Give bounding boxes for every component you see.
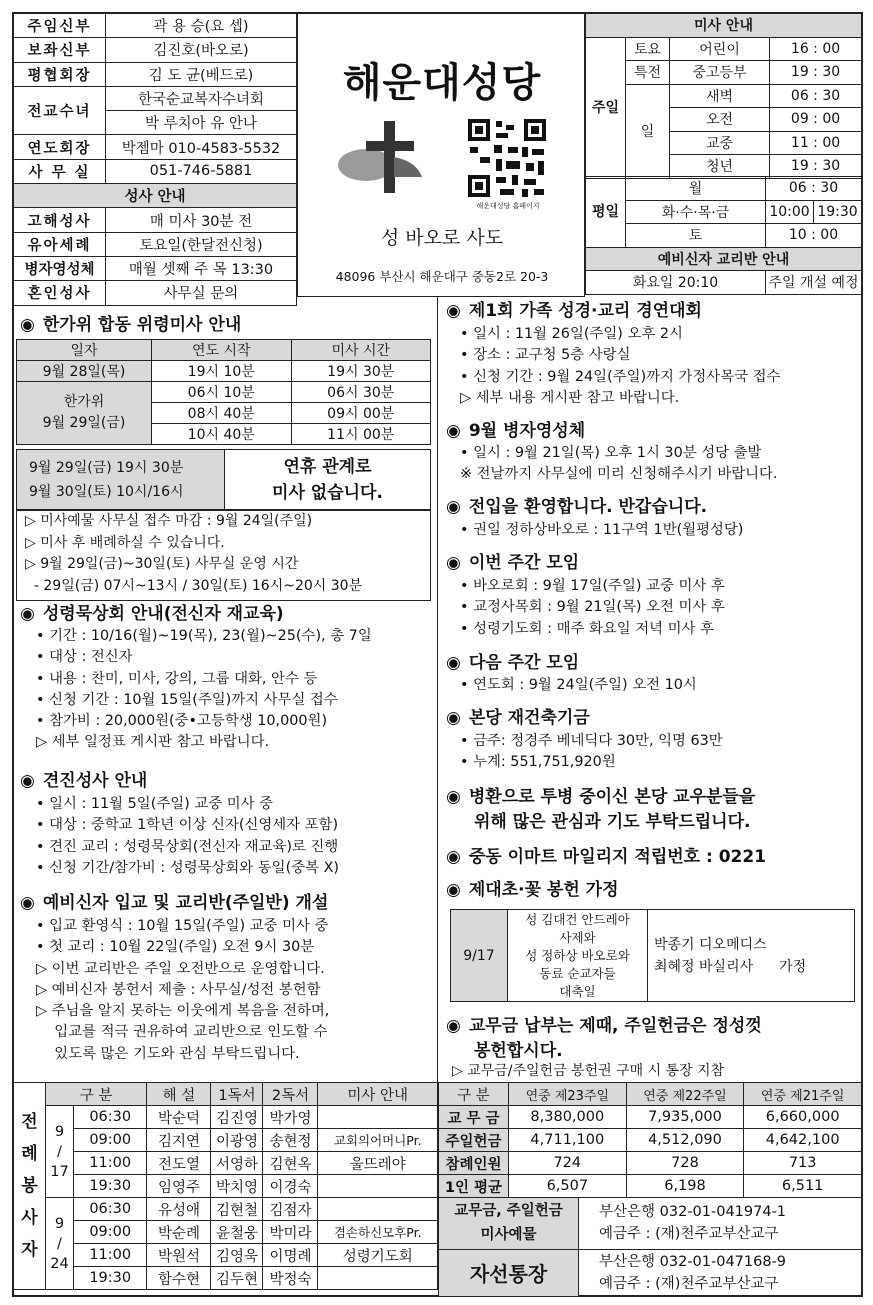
server-group [318,1267,438,1290]
finance-label: 참례인원 [439,1152,509,1175]
sacrament-value: 매월 셋째 주 목 13:30 [106,256,297,280]
mass-day: 토요 [626,37,670,61]
bullet-icon: ◉ [446,553,461,573]
catechumen-time: 화요일 20:10 [586,271,766,295]
server-group: 겸손하신모후Pr. [318,1221,438,1244]
server-name: 박치영 [211,1175,263,1198]
server-time: 19:30 [74,1267,147,1290]
section-title: ◉ 다음 주간 모임 [446,653,580,673]
chuseok-notes [16,510,431,601]
mass-name: 어린이 [670,37,770,61]
bullet-icon: ◉ [446,497,461,517]
note-item: ▷ 미사예물 사무실 접수 마감 : 9월 24일(주일) [25,513,313,529]
weekday-time: 06 : 30 [766,177,862,201]
table-header: 구 분 [46,1083,147,1106]
server-name: 이경숙 [263,1175,318,1198]
server-time: 09:00 [74,1221,147,1244]
bank-account: 부산은행 032-01-047168-9 예금주 : (재)천주교부산교구 [579,1249,862,1296]
server-name: 함수현 [147,1267,211,1290]
bullet-icon: ◉ [446,301,461,321]
server-group [318,1175,438,1198]
staff-label: 주임신부 [14,14,106,38]
sacrament-value: 토요일(한달전신청) [106,232,297,256]
section-items: • 금주: 정경주 베네딕다 30만, 익명 63만 • 누계: 551,751,920원 [460,733,723,771]
mass-time: 06 : 30 [770,84,862,108]
server-name: 윤철웅 [211,1221,263,1244]
staff-value: 김진호(바오로) [106,38,297,62]
note-item: ▷ 9월 29일(금)~30일(토) 사무실 운영 시간 [25,556,299,572]
section-items: • 일시 : 11월 26일(주일) 오후 2시 • 장소 : 교구청 5층 사랑실 • 신청 기간 : 9월 24일(주일)까지 가정사목국 접수 ▷ 세부 내용 게시판 참고 바랍니다. [460,326,781,406]
finance-value: 7,935,000 [626,1106,744,1129]
mass-table [585,13,862,179]
table-header: 연도 시작 [152,340,292,361]
bullet-icon: ◉ [20,315,35,335]
table-header: 연중 제22주일 [626,1083,744,1106]
table-header: 연중 제21주일 [744,1083,862,1106]
weekday-label: 평일 [586,177,626,248]
mass-name: 교중 [670,131,770,155]
sacrament-label: 고해성사 [14,208,106,232]
mass-time: 09 : 00 [770,108,862,132]
server-name: 박원석 [147,1244,211,1267]
note-item: - 29일(금) 07시~13시 / 30일(토) 16시~20시 30분 [25,577,363,594]
section-items: • 권일 정하상바오로 : 11구역 1반(월평성당) [460,522,744,538]
finance-value: 4,642,100 [744,1129,862,1152]
server-group: 성령기도회 [318,1244,438,1267]
flower-date: 9/17 [451,910,508,1002]
mass-time: 19 : 30 [770,155,862,179]
section-items: • 일시 : 9월 21일(목) 오후 1시 30분 성당 출발 ※ 전날까지 사무실에 미리 신청해주시기 바랍니다. [460,445,778,483]
bullet-icon: ◉ [20,604,35,624]
parish-logo-icon [336,117,426,197]
bullet-icon: ◉ [20,771,35,791]
server-name: 김지연 [147,1129,211,1152]
prayer-request: ◉ 병환으로 투병 중이신 본당 교우분들을 위해 많은 관심과 기도 부탁드립니다. [446,787,756,832]
sacrament-label: 유아세례 [14,232,106,256]
table-header: 1독서 [211,1083,263,1106]
finance-value: 713 [744,1152,862,1175]
finance-value: 6,511 [744,1175,862,1198]
servers-side-label: 전 례 봉 사 자 [14,1083,46,1290]
finance-value: 8,380,000 [509,1106,627,1129]
dues-note: ▷ 교무금/주일헌금 봉헌권 구매 시 통장 지참 [452,1063,725,1079]
mass-time: 19 : 30 [770,61,862,85]
holiday-box [16,449,431,510]
bullet-icon: ◉ [446,653,461,673]
section-title: ◉ 전입을 환영합니다. 반갑습니다. [446,497,708,517]
finance-value: 6,198 [626,1175,744,1198]
sacraments-title: 성사 안내 [14,184,297,208]
catechumen-note: 주일 개설 예정 [766,271,862,295]
section-items: • 기간 : 10/16(월)~19(목), 23(월)~25(수), 총 7일 • 대상 : 전신자 • 내용 : 찬미, 미사, 강의, 그룹 대화, 안수 등 • 신청 기간 : 10월 15일(주일)까지 사무실 접수 • 참가비 : 20,000원(중•고등학생 10,000원) ▷ 세부 일정표 게시판 참고 바랍니다. [36,628,372,751]
bullet-icon: ◉ [20,893,35,913]
server-group [318,1198,438,1221]
qr-code-icon [466,117,548,199]
finance-value: 4,711,100 [509,1129,627,1152]
server-name: 김두현 [211,1267,263,1290]
section-title: ◉ 제대초·꽃 봉헌 가정 [446,880,619,900]
bank-table [438,1197,862,1297]
table-header: 2독서 [263,1083,318,1106]
chuseok-mass: 11시 00분 [291,424,431,445]
sacrament-label: 혼인성사 [14,281,106,305]
section-title: ◉ 예비신자 입교 및 교리반(주일반) 개설 [20,893,329,913]
server-name: 김현옥 [263,1152,318,1175]
chuseok-start: 06시 10분 [152,382,292,403]
staff-value: 한국순교복자수녀회 [106,86,297,110]
table-header: 미사 시간 [291,340,431,361]
server-name: 김진영 [211,1106,263,1129]
servers-table [13,1082,438,1290]
holiday-note: 연휴 관계로 미사 없습니다. [272,457,383,503]
staff-label: 평협회장 [14,62,106,86]
chuseok-mass: 09시 00분 [291,403,431,424]
parish-name: 해운대성당 [342,60,542,106]
weekday-time: 10:00 [766,200,814,224]
finance-value: 4,512,090 [626,1129,744,1152]
section-title: ◉ 견진성사 안내 [20,771,148,791]
server-name: 유성애 [147,1198,211,1221]
finance-value: 728 [626,1152,744,1175]
sacrament-value: 매 미사 30분 전 [106,208,297,232]
mass-day: 특전 [626,61,670,85]
server-name: 박미라 [263,1221,318,1244]
finance-value: 6,660,000 [744,1106,862,1129]
finance-value: 6,507 [509,1175,627,1198]
bank-label: 교무금, 주일헌금 미사예물 [439,1198,579,1250]
server-time: 11:00 [74,1152,147,1175]
flower-feast: 성 김대건 안드레아 사제와 성 정하상 바오로와 동료 순교자들 대축일 [508,910,648,1002]
section-items: • 연도회 : 9월 24일(주일) 오전 10시 [460,677,697,693]
mass-name: 오전 [670,108,770,132]
chuseok-mass: 06시 30분 [291,382,431,403]
table-header: 연중 제23주일 [509,1083,627,1106]
holiday-dates: 9월 29일(금) 19시 30분 9월 30일(토) 10시/16시 [17,450,225,509]
staff-label: 전교수녀 [14,86,106,135]
staff-label: 사 무 실 [14,159,106,183]
finance-label: 1인 평균 [439,1175,509,1198]
finance-value: 724 [509,1152,627,1175]
chuseok-date: 9월 28일(목) [17,361,152,382]
note-item: ▷ 미사 후 배례하실 수 있습니다. [25,534,225,551]
section-items: • 입교 환영식 : 10월 15일(주일) 교중 미사 중 • 첫 교리 : 10월 22일(주일) 오전 9시 30분 ▷ 이번 교리반은 주일 오전반으로 운영합니다. ▷ 예비신자 봉헌서 제출 : 사무실/성전 봉헌함 ▷ 주님을 알지 못하는 이웃에게 복음을 전하며, 입교를 적극 권유하여 교리반으로 인도할 수 있도록 많은 기도와 관심 부탁드립니다. [36,918,330,1062]
section-title: ◉ 한가위 합동 위령미사 안내 [20,315,242,335]
server-name: 김현철 [211,1198,263,1221]
table-header: 미사 안내 [318,1083,438,1106]
staff-value: 박젬마 010-4583-5532 [106,135,297,159]
server-time: 06:30 [74,1198,147,1221]
bank-account: 부산은행 032-01-041974-1 예금주 : (재)천주교부산교구 [579,1198,862,1250]
sacrament-value: 사무실 문의 [106,281,297,305]
table-header: 해 설 [147,1083,211,1106]
parish-patron: 성 바오로 사도 [380,227,504,249]
weekday-day: 토 [626,224,766,248]
finance-table [438,1082,862,1198]
weekday-time: 19:30 [814,200,862,224]
chuseok-start: 19시 10분 [152,361,292,382]
mass-name: 중고등부 [670,61,770,85]
server-time: 09:00 [74,1129,147,1152]
chuseok-start: 10시 40분 [152,424,292,445]
mass-name: 새벽 [670,84,770,108]
staff-label: 보좌신부 [14,38,106,62]
staff-value: 박 루치아 유 안나 [106,111,297,135]
flowers-table [450,909,855,1002]
weekday-time: 10 : 00 [766,224,862,248]
qr-caption: 해운대성당 홈페이지 [476,202,540,210]
emart-mileage: ◉ 중동 이마트 마일리지 적립번호 : 0221 [446,847,767,867]
section-title: ◉ 본당 재건축기금 [446,708,590,728]
bullet-icon: ◉ [446,708,461,728]
chuseok-mass: 19시 30분 [291,361,431,382]
bullet-icon: ◉ [446,880,461,900]
bullet-icon: ◉ [446,787,461,807]
server-name: 박순덕 [147,1106,211,1129]
bullet-icon: ◉ [446,847,461,867]
sacrament-label: 병자영성체 [14,256,106,280]
section-items: • 바오로회 : 9월 17일(주일) 교중 미사 후 • 교정사목회 : 9월 21일(목) 오전 미사 후 • 성령기도회 : 매주 화요일 저녁 미사 후 [460,578,725,637]
flower-family: 박종기 디오메디스 최혜정 바실리사 가정 [648,910,855,1002]
server-name: 송현정 [263,1129,318,1152]
server-name: 김영욱 [211,1244,263,1267]
table-header: 구 분 [439,1083,509,1106]
section-title: ◉ 이번 주간 모임 [446,553,580,573]
parish-address: 48096 부산시 해운대구 중동2로 20-3 [335,269,549,284]
server-name: 박가영 [263,1106,318,1129]
server-name: 이광영 [211,1129,263,1152]
finance-label: 교 무 금 [439,1106,509,1129]
server-time: 11:00 [74,1244,147,1267]
mass-name: 청년 [670,155,770,179]
server-name: 서영하 [211,1152,263,1175]
mass-time: 11 : 00 [770,131,862,155]
section-items: • 일시 : 11월 5일(주일) 교중 미사 중 • 대상 : 중학교 1학년 이상 신자(신영세자 포함) • 견진 교리 : 성령묵상회(전신자 재교육)로 진행 • 신청 기간/참가비 : 성령묵상회와 동일(중복 X) [36,796,340,876]
server-group [318,1106,438,1129]
weekday-day: 월 [626,177,766,201]
server-name: 김점자 [263,1198,318,1221]
chuseok-date-2: 한가위 9월 29일(금) [17,382,152,445]
section-title: ◉ 9월 병자영성체 [446,421,586,441]
sunday-day-label: 일 [626,84,670,178]
chuseok-start: 08시 40분 [152,403,292,424]
chuseok-table [16,339,431,445]
bullet-icon: ◉ [446,1016,461,1036]
staff-value: 051-746-5881 [106,159,297,183]
server-time: 06:30 [74,1106,147,1129]
server-name: 이명례 [263,1244,318,1267]
server-group: 울뜨레야 [318,1152,438,1175]
staff-label: 연도회장 [14,135,106,159]
table-header: 일자 [17,340,152,361]
server-name: 전도열 [147,1152,211,1175]
finance-label: 주일헌금 [439,1129,509,1152]
weekday-day: 화·수·목·금 [626,200,766,224]
server-name: 박순례 [147,1221,211,1244]
mass-time: 16 : 00 [770,37,862,61]
weekday-mass-table [585,176,862,295]
column-divider [437,297,438,1082]
server-name: 임영주 [147,1175,211,1198]
catechumen-title: 예비신자 교리반 안내 [586,247,862,271]
server-date: 9 / 24 [46,1198,74,1290]
staff-value: 곽 용 승(요 셉) [106,14,297,38]
sunday-label: 주일 [586,37,626,178]
mass-title: 미사 안내 [586,14,862,38]
server-time: 19:30 [74,1175,147,1198]
server-name: 박정숙 [263,1267,318,1290]
dues-notice: ◉ 교무금 납부는 제때, 주일헌금은 정성껏 봉헌합시다. [446,1016,762,1061]
server-date: 9 / 17 [46,1106,74,1198]
server-group: 교회의어머니Pr. [318,1129,438,1152]
bank-label: 자선통장 [439,1249,579,1296]
section-title: ◉ 제1회 가족 성경·교리 경연대회 [446,301,702,321]
bullet-icon: ◉ [446,421,461,441]
section-title: ◉ 성령묵상회 안내(전신자 재교육) [20,604,284,624]
parish-header [297,13,585,297]
staff-value: 김 도 균(베드로) [106,62,297,86]
staff-table [13,13,297,306]
